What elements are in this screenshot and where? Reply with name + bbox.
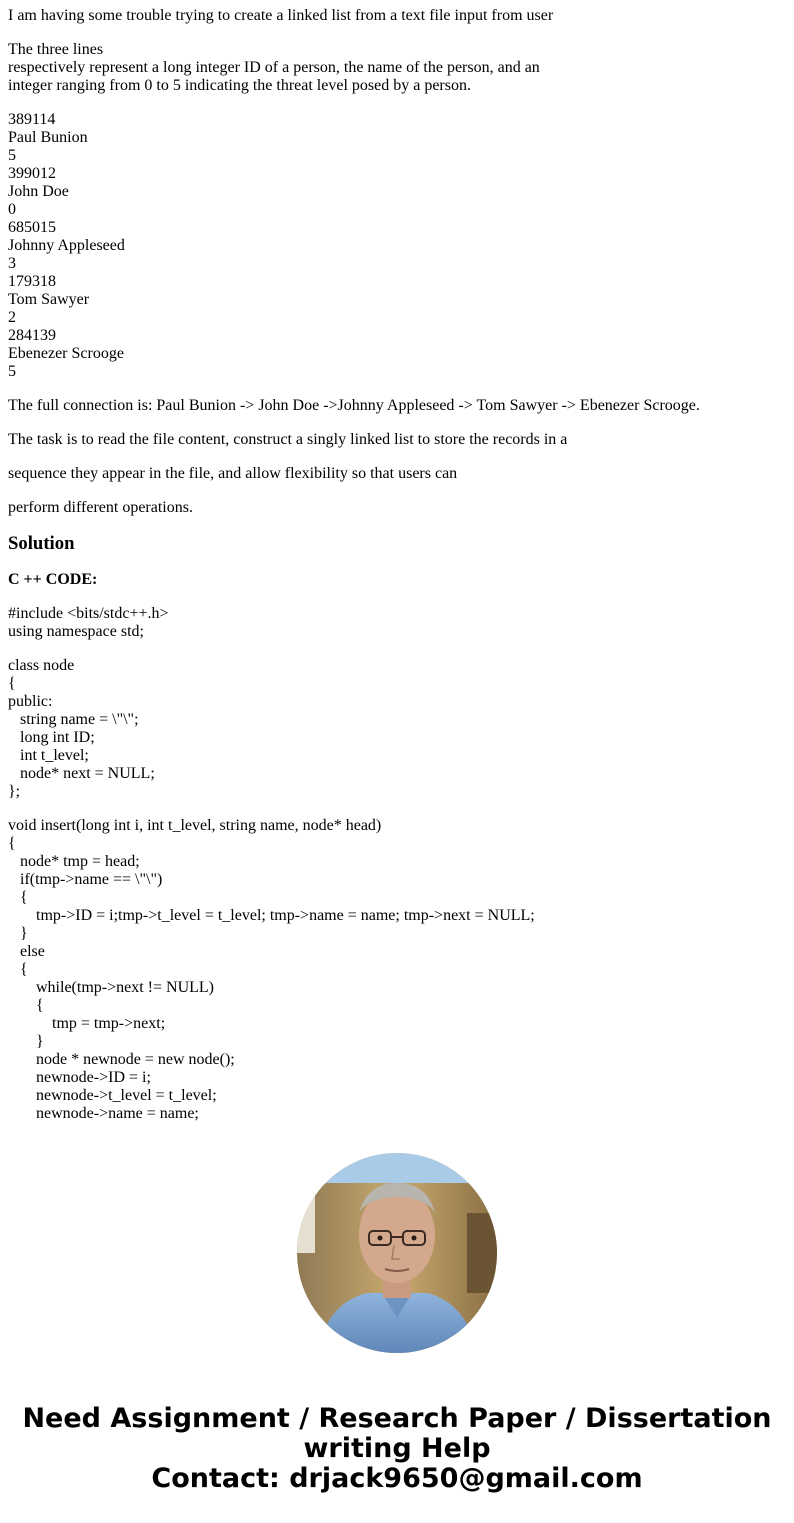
code-line: node* tmp = head;: [8, 853, 140, 870]
code-line: }: [8, 1033, 44, 1050]
record-line: 5: [8, 147, 16, 164]
code-line: if(tmp->name == \"\"): [8, 871, 163, 888]
record-line: 179318: [8, 273, 56, 290]
code-line: string name = \"\";: [8, 711, 139, 728]
solution-heading: Solution: [8, 533, 75, 554]
help-banner: [0, 1404, 794, 1494]
code-line: node* next = NULL;: [8, 765, 155, 782]
code-line: {: [8, 675, 16, 692]
question-description: [8, 41, 788, 95]
description-line: respectively represent a long integer ID of a person, the name of the person, and an: [8, 59, 540, 76]
code-line: long int ID;: [8, 729, 95, 746]
record-line: 685015: [8, 219, 56, 236]
record-line: 5: [8, 363, 16, 380]
code-listing: [8, 605, 788, 1123]
code-line: {: [8, 835, 16, 852]
task-text: The task is to read the file content, construct a singly linked list to store the records in a: [8, 431, 568, 448]
code-line: class node: [8, 657, 75, 674]
code-line: node * newnode = new node();: [8, 1051, 235, 1068]
author-photo: [297, 1153, 497, 1353]
record-line: 399012: [8, 165, 56, 182]
record-line: John Doe: [8, 183, 69, 200]
task-text: perform different operations.: [8, 499, 193, 516]
code-block: [8, 657, 788, 801]
record-line: Tom Sawyer: [8, 291, 90, 308]
banner-contact: Contact: drjack9650@gmail.com: [151, 1463, 643, 1494]
code-line: int t_level;: [8, 747, 89, 764]
code-line: {: [8, 997, 44, 1014]
code-line: newnode->t_level = t_level;: [8, 1087, 217, 1104]
code-block: [8, 605, 788, 641]
question-intro: I am having some trouble trying to create a linked list from a text file input from user: [8, 7, 554, 24]
record-line: 389114: [8, 111, 56, 128]
code-line: else: [8, 943, 45, 960]
description-line: The three lines: [8, 41, 104, 58]
code-line: tmp = tmp->next;: [8, 1015, 166, 1032]
code-line: while(tmp->next != NULL): [8, 979, 214, 996]
banner-line: writing Help: [303, 1433, 491, 1464]
code-line: tmp->ID = i;tmp->t_level = t_level; tmp->name = name; tmp->next = NULL;: [8, 907, 535, 924]
record-line: 3: [8, 255, 16, 272]
author-avatar: [297, 1153, 497, 1353]
connection-text: The full connection is: Paul Bunion -> John Doe ->Johnny Appleseed -> Tom Sawyer -> Ebenezer Scrooge.: [8, 397, 700, 414]
code-line: };: [8, 783, 21, 800]
description-line: integer ranging from 0 to 5 indicating the threat level posed by a person.: [8, 77, 471, 94]
record-line: 284139: [8, 327, 56, 344]
banner-line: Need Assignment / Research Paper / Dissertation: [22, 1403, 772, 1434]
record-line: 0: [8, 201, 16, 218]
task-text: sequence they appear in the file, and allow flexibility so that users can: [8, 465, 458, 482]
code-block: [8, 817, 788, 1123]
code-line: void insert(long int i, int t_level, string name, node* head): [8, 817, 382, 834]
code-line: newnode->ID = i;: [8, 1069, 151, 1086]
code-line: public:: [8, 693, 53, 710]
record-line: 2: [8, 309, 16, 326]
code-line: }: [8, 925, 28, 942]
code-line: {: [8, 961, 28, 978]
code-line: newnode->name = name;: [8, 1105, 199, 1122]
code-line: using namespace std;: [8, 623, 144, 640]
document-body: [8, 7, 788, 1123]
record-line: Ebenezer Scrooge: [8, 345, 124, 362]
code-line: #include <bits/stdc++.h>: [8, 605, 169, 622]
record-line: Paul Bunion: [8, 129, 88, 146]
code-line: {: [8, 889, 28, 906]
code-heading: C ++ CODE:: [8, 571, 98, 588]
records-list: [8, 111, 788, 381]
record-line: Johnny Appleseed: [8, 237, 125, 254]
